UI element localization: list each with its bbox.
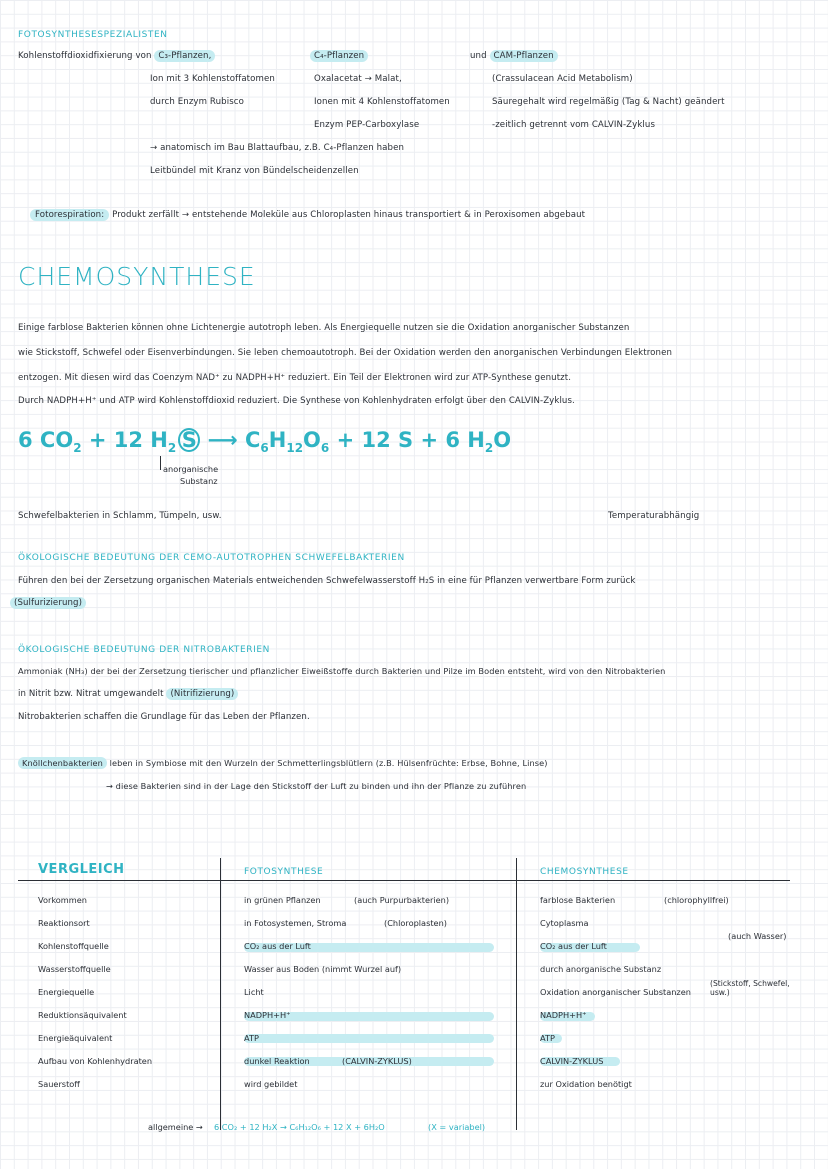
nitrifizierung-tag: (Nitrifizierung)	[166, 688, 238, 700]
highlight-bar	[244, 1034, 494, 1043]
annotation-line-1: anorganische	[163, 464, 219, 474]
eq-h2s: + 12 H	[88, 428, 168, 452]
row-chemo: durch anorganische Substanz	[540, 964, 662, 974]
eq-glucose-o: O	[303, 428, 321, 452]
eq-glucose-h: H	[268, 428, 287, 452]
cam-line-3: -zeitlich getrennt vom CALVIN-Zyklus	[492, 120, 656, 130]
nitrobakterien-line-1: Ammoniak (NH₃) der bei der Zersetzung tierischer und pflanzlicher Eiweißstoffe durch Bakterien und Pilze im Boden entsteht, wird von den Nitrobakterien	[18, 666, 666, 676]
row-label: Energiequelle	[38, 987, 95, 997]
cam-line-1: (Crassulacean Acid Metabolism)	[492, 74, 633, 84]
row-label: Energieäquivalent	[38, 1033, 113, 1043]
row-label: Wasserstoffquelle	[38, 964, 111, 974]
table-divider-2	[516, 858, 517, 1130]
chemo-paragraph-4: Durch NADPH+H⁺ und ATP wird Kohlenstoffdioxid reduziert. Die Synthese von Kohlenhydraten erfolgt über den CALVIN-Zyklus.	[18, 396, 575, 406]
row-label: Sauerstoff	[38, 1079, 80, 1089]
knoellchen-text: leben in Symbiose mit den Wurzeln der Schmetterlingsblütlern (z.B. Hülsenfrüchte: Erbse, Bohne, Linse)	[109, 758, 548, 768]
eq-glucose-sub2: 12	[286, 441, 304, 456]
allgemeine-formula: 6 CO₂ + 12 H₂X → C₆H₁₂O₆ + 12 X + 6H₂O	[214, 1122, 385, 1132]
eq-water-sub: 2	[484, 441, 494, 456]
row-chemo: CALVIN-ZYKLUS	[540, 1056, 604, 1066]
eq-glucose-sub1: 6	[260, 441, 269, 456]
fixation-intro-text: Kohlenstoffdioxidfixierung von	[18, 51, 152, 61]
allgemeine-note: (X = variabel)	[428, 1122, 486, 1132]
temperature-note: Temperaturabhängig	[608, 511, 700, 521]
row-chemo: ATP	[540, 1033, 555, 1043]
fotorespiration-text: Produkt zerfällt → entstehende Moleküle aus Chloroplasten hinaus transportiert & in Peroxisomen abgebaut	[112, 210, 586, 220]
row-chemo-note: (Stickstoff, Schwefel, usw.)	[710, 979, 790, 997]
knoellchen-line-1	[18, 758, 548, 768]
cam-label-text: CAM-Pflanzen	[490, 50, 558, 62]
row-chemo-note: (auch Wasser)	[728, 931, 787, 941]
chemo-paragraph-1: Einige farblose Bakterien können ohne Lichtenergie autotroph leben. Als Energiequelle nutzen sie die Oxidation anorganischer Substanzen	[18, 323, 630, 333]
anatomy-line-2: Leitbündel mit Kranz von Bündelscheidenzellen	[150, 166, 359, 176]
row-foto: Wasser aus Boden (nimmt Wurzel auf)	[244, 964, 402, 974]
chemosynthesis-equation	[18, 428, 511, 455]
row-foto-note: (CALVIN-ZYKLUS)	[342, 1056, 412, 1066]
c3-label: C₃-Pflanzen,	[154, 50, 215, 62]
eq-h2s-sub: 2	[167, 441, 177, 456]
eq-water: + 6 H	[420, 428, 485, 452]
schwefelbakterien-text: Führen den bei der Zersetzung organischen Materials entweichenden Schwefelwasserstoff H₂S in eine für Pflanzen verwertbare Form zurück	[18, 576, 636, 586]
c4-line-1: Oxalacetat → Malat,	[314, 74, 402, 84]
row-label: Reaktionsort	[38, 918, 90, 928]
sulfurizierung-tag-text: (Sulfurizierung)	[10, 597, 86, 609]
row-label: Aufbau von Kohlenhydraten	[38, 1056, 153, 1066]
c3-line-2: durch Enzym Rubisco	[150, 97, 244, 107]
annotation-pointer	[160, 456, 161, 470]
nitrobakterien-line-3: Nitrobakterien schaffen die Grundlage für das Leben der Pflanzen.	[18, 712, 310, 722]
fotorespiration-label: Fotorespiration:	[30, 209, 109, 221]
nitrobakterien-line-2	[18, 689, 238, 699]
schwefelbakterien-note: Schwefelbakterien in Schlamm, Tümpeln, usw.	[18, 511, 222, 521]
eq-co2: 6 CO	[18, 428, 74, 452]
eq-sulfur: + 12 S	[336, 428, 414, 452]
vergleich-title: VERGLEICH	[38, 862, 125, 877]
section-title-fotosynthese: FOTOSYNTHESESPEZIALISTEN	[18, 30, 168, 40]
chemo-paragraph-2: wie Stickstoff, Schwefel oder Eisenverbindungen. Sie leben chemoautotroph. Bei der Oxidation werden den anorganischen Verbindungen Elektronen	[18, 348, 672, 358]
row-chemo: CO₂ aus der Luft	[540, 941, 607, 951]
und-text: und	[470, 51, 487, 61]
row-chemo: Oxidation anorganischer Substanzen	[540, 987, 691, 997]
sulfurizierung-tag	[10, 598, 86, 608]
table-header-rule	[18, 880, 790, 881]
row-foto: dunkel Reaktion	[244, 1056, 310, 1066]
annotation-line-2: Substanz	[180, 476, 218, 486]
eq-sulfur-circled: S	[178, 428, 200, 452]
fotorespiration-line	[30, 210, 585, 220]
row-label: Kohlenstoffquelle	[38, 941, 109, 951]
c4-label	[310, 51, 368, 61]
col-header-chemo: CHEMOSYNTHESE	[540, 867, 629, 877]
chemo-paragraph-3: entzogen. Mit diesen wird das Coenzym NAD⁺ zu NADPH+H⁺ reduziert. Ein Teil der Elektronen wird zur ATP-Synthese genutzt.	[18, 373, 572, 383]
row-foto: in grünen Pflanzen	[244, 895, 321, 905]
eq-co2-sub: 2	[73, 441, 82, 456]
row-foto-note: (Chloroplasten)	[384, 918, 447, 928]
section-title-schwefelbakterien: ÖKOLOGISCHE BEDEUTUNG DER CEMO-AUTOTROPHEN SCHWEFELBAKTERIEN	[18, 553, 405, 563]
eq-water-o: O	[493, 428, 512, 452]
eq-glucose-sub3: 6	[320, 441, 330, 456]
cam-label	[470, 51, 558, 61]
table-divider-1	[220, 858, 221, 1130]
cam-line-2: Säuregehalt wird regelmäßig (Tag & Nacht) geändert	[492, 97, 725, 107]
knoellchen-line-2: → diese Bakterien sind in der Lage den Stickstoff der Luft zu binden und ihn der Pflanze zu zuführen	[106, 781, 527, 791]
section-title-nitrobakterien: ÖKOLOGISCHE BEDEUTUNG DER NITROBAKTERIEN	[18, 645, 271, 655]
row-foto: CO₂ aus der Luft	[244, 941, 311, 951]
nitrobakterien-line-2-text: in Nitrit bzw. Nitrat umgewandelt	[18, 689, 164, 699]
row-foto: NADPH+H⁺	[244, 1010, 291, 1020]
knoellchen-label: Knöllchenbakterien	[18, 757, 107, 769]
fixation-intro	[18, 51, 215, 61]
c4-label-text: C₄-Pflanzen	[310, 50, 368, 62]
row-foto: in Fotosystemen, Stroma	[244, 918, 347, 928]
eq-arrow-icon: ⟶	[207, 428, 238, 452]
eq-glucose-c: C	[244, 428, 261, 452]
row-foto: wird gebildet	[244, 1079, 298, 1089]
allgemeine-label: allgemeine →	[148, 1122, 203, 1132]
row-foto: Licht	[244, 987, 264, 997]
row-label: Vorkommen	[38, 895, 87, 905]
c4-line-3: Enzym PEP-Carboxylase	[314, 120, 420, 130]
row-chemo: NADPH+H⁺	[540, 1010, 587, 1020]
row-label: Reduktionsäquivalent	[38, 1010, 127, 1020]
row-chemo: farblose Bakterien	[540, 895, 616, 905]
row-chemo: Cytoplasma	[540, 918, 589, 928]
col-header-foto: FOTOSYNTHESE	[244, 867, 324, 877]
row-foto: ATP	[244, 1033, 259, 1043]
row-chemo-note: (chlorophyllfrei)	[664, 895, 729, 905]
c3-line-1: Ion mit 3 Kohlenstoffatomen	[150, 74, 275, 84]
row-foto-note: (auch Purpurbakterien)	[354, 895, 450, 905]
row-chemo: zur Oxidation benötigt	[540, 1079, 632, 1089]
section-title-chemosynthese: CHEMOSYNTHESE	[18, 262, 256, 291]
c4-line-2: Ionen mit 4 Kohlenstoffatomen	[314, 97, 450, 107]
anatomy-line-1: → anatomisch im Bau Blattaufbau, z.B. C₄-Pflanzen haben	[150, 143, 405, 153]
